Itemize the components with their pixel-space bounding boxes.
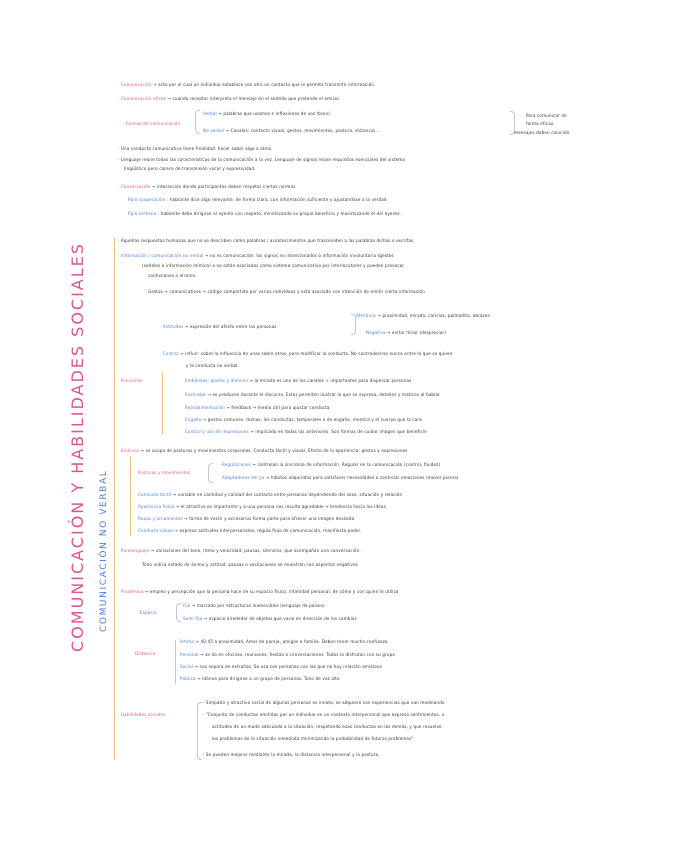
note-line: Espacio: [140, 610, 157, 615]
note-line: Verbal → palabras que usamos e inflexiones de voz (tono): [203, 111, 330, 116]
note-line: Ilustrador → se producen durante el discurso. Estos permiten ilustrar lo que se expresa, detalles y matices al hablar: [185, 392, 440, 397]
note-line: · Habilidades sociales: [118, 712, 166, 717]
note-line: · Se pueden mejorar mediante la mirada, la distancia interpersonal y la postura.: [203, 752, 380, 757]
note-line: los problemas de la situación inmediata minimizando la probabilidad de futuros problemas": [212, 736, 414, 741]
note-line: Conducta táctil → variable en cantidad y calidad del contacto entre personas dependiendo del sexo, situación y relación: [138, 492, 403, 497]
note-line: Regulaciones → controlan la sincronía de información. Regular en la comunicación (control, fluidez): [222, 462, 441, 467]
note-line: Posturas y movimientos: [138, 470, 191, 475]
note-line: · Control → influir: sobre la influencia de unas sobre otros, para modificar la conducta. No contradecirse nunca entre lo que se quiere: [160, 351, 453, 356]
note-line: · Actitudes → expresión del afecto entre las personas: [160, 324, 277, 329]
note-line: · "Conjunto de conductas emitidas por un individuo en un contexto interpersonal que expresa sentimientos, o: [203, 712, 445, 717]
note-line: Gestos → comunicativos → código compartido por varios individuos y está asociado con intención de emitir cierta información: [148, 289, 425, 294]
note-line: Engaño → gestos comunes: manos, los conductas, temporales o de engaño, mentira y el cuerpo que la cara: [185, 417, 422, 422]
note-line: Control y uso de impresiones → implicado en todas las anteriores. Son formas de cuidar imagen que beneficie: [185, 429, 427, 434]
note-line: · Conversación → interacción donde participantes deben respetar ciertas normas: [118, 184, 296, 189]
note-line: · Proxémica → empleo y percepción que la persona hace de su espacio físico, intimidad personal, de cómo y con quien lo utiliza: [118, 589, 399, 594]
note-line: · Comunicación → acto por el cual un individuo establece con otro un contacto que le permite transmitir información.: [118, 82, 376, 87]
note-line: Íntima → 40-45 a proximidad, Amor de pareja, amigos o familia. Deben tener mucha confianza: [180, 639, 388, 644]
note-line: · Comunicación eficaz → cuando receptor interpreta el mensaje en el sentido que pretende el emisor.: [118, 96, 341, 101]
note-line: (señales o información mímica) o no están asociados como sistema comunicativo por interlocutores y pueden provocar: [142, 263, 405, 268]
section-rule: [114, 238, 115, 760]
note-line: · Lenguaje reúne todas las características de la comunicación a la vez. Lenguaje de signos reúne requisitos esenciales del sistema: [118, 157, 406, 162]
note-line: Semi-fijo → espacio alrededor de objetos que varía en dirección de los cambios: [183, 616, 357, 621]
note-line: · Kinésica → se ocupa de posturas y movimientos corporales. Conducta táctil y visual. Efecto de la apariencia: gestos y expresiones: [118, 448, 408, 453]
note-line: actitudes de un modo adecuado a la situación, respetando esas conductas en los demás, y que resuelve: [212, 724, 442, 729]
note-line: Fijo → marcado por estructuras inamovibles (lenguaje de países): [183, 603, 325, 608]
note-line: Conducta visual → expresa actitudes interpersonales, regula flujo de comunicación, manifiesta poder.: [138, 528, 362, 533]
note-line: Ropas y ornamentos → forma de vestir y accesorios forma parte para ofrecer una imagen deseada: [138, 516, 355, 521]
note-line: lingüístico pero carece de transmisión vocal y expresividad.: [124, 166, 256, 171]
note-line: confusiones o errores.: [148, 273, 197, 278]
note-line: mensajes deben coincidir: [514, 130, 570, 135]
page-title: COMUNICACIÓN Y HABILIDADES SOCIALES: [68, 242, 87, 652]
note-line: Apariencia física → el atractivo es importante y a una persona nos resulta agradable → tendencia hacia los ideas: [138, 504, 386, 509]
note-line: · Aquellas respuestas humanas que no se describen como palabras / acontecimientos que trascienden a las palabras dichas o escritas: [118, 238, 414, 243]
brace-icon: [176, 603, 181, 622]
note-line: · Funciones: [118, 378, 143, 383]
note-line: · Una conducta comunicativa tiene finalidad: hacer saber algo a otros.: [118, 146, 273, 151]
note-line: Tono indica estado de ánimo y actitud; pausas o vacilaciones se muestran con aspectos negativos: [142, 562, 358, 567]
note-line: Adaptadores del yo → hábitos adquiridos para satisfacer necesidades o controlar emociones (mover pierna): [222, 475, 459, 480]
note-line: Afectivos → proximidad, mirada, caricias, palmadita, abrazos: [356, 313, 490, 318]
note-line: · Formas de comunicación: [123, 121, 181, 126]
note-line: Negativa → evitar mirar (despreciar): [366, 330, 447, 335]
note-line: Personal → se da en oficinas, reuniones, fiestas o conversaciones. Todos lo disfrutan con su grupo: [180, 652, 396, 657]
note-line: Ppio cortesía : hablante debe dirigirse al oyente con respeto, minimizando su propio beneficio y maximizando el del oyente.: [128, 211, 402, 216]
note-line: · Simpatía y atractivo social de algunas personas es innato; se adquiere con experiencias que van modelando: [203, 700, 445, 705]
section-rule: [175, 640, 176, 684]
note-line: Distancia: [135, 651, 156, 656]
note-line: · Paralenguaje → variaciones del tono, ritmo y velocidad; pausas, silencios, que acompañan una conversación.: [118, 548, 361, 553]
note-line: · Información / comunicación no verbal → no es comunicación: los signos no intencionados o información involuntaria (gestos: [118, 253, 394, 258]
section-rule: [130, 456, 131, 536]
note-line: y la conducta no verbal.: [186, 363, 240, 368]
section-rule: [162, 372, 163, 434]
note-line: forma eficaz,: [526, 121, 555, 126]
note-line: No verbal → Canales: contacto visual, gestos, movimientos, postura, distancia ...: [203, 128, 381, 133]
note-line: Ppio cooperación : hablante dice algo relevante, de forma clara, con información suficiente y ajustándose a la verdad: [128, 197, 387, 202]
note-line: Pública → idónea para dirigirse a un grupo de personas. Tono de voz alto: [180, 676, 340, 681]
brace-icon: [195, 110, 200, 134]
note-line: Emblemas: gestos y dominio → la mirada es uno de los canales + importantes para dispersar personas: [185, 378, 412, 383]
brace-icon: [208, 463, 213, 483]
note-line: Social → nos separa de extraños. Se usa con personas con las que no hay relación amistosa: [180, 664, 382, 669]
brace-icon: [197, 702, 202, 760]
page-subtitle: COMUNICACIÓN NO VERBAL: [99, 469, 109, 632]
note-line: Para comunicar de: [526, 113, 567, 118]
note-line: Retroalimentación → feedback → medio útil para ajustar conducta: [185, 405, 330, 410]
